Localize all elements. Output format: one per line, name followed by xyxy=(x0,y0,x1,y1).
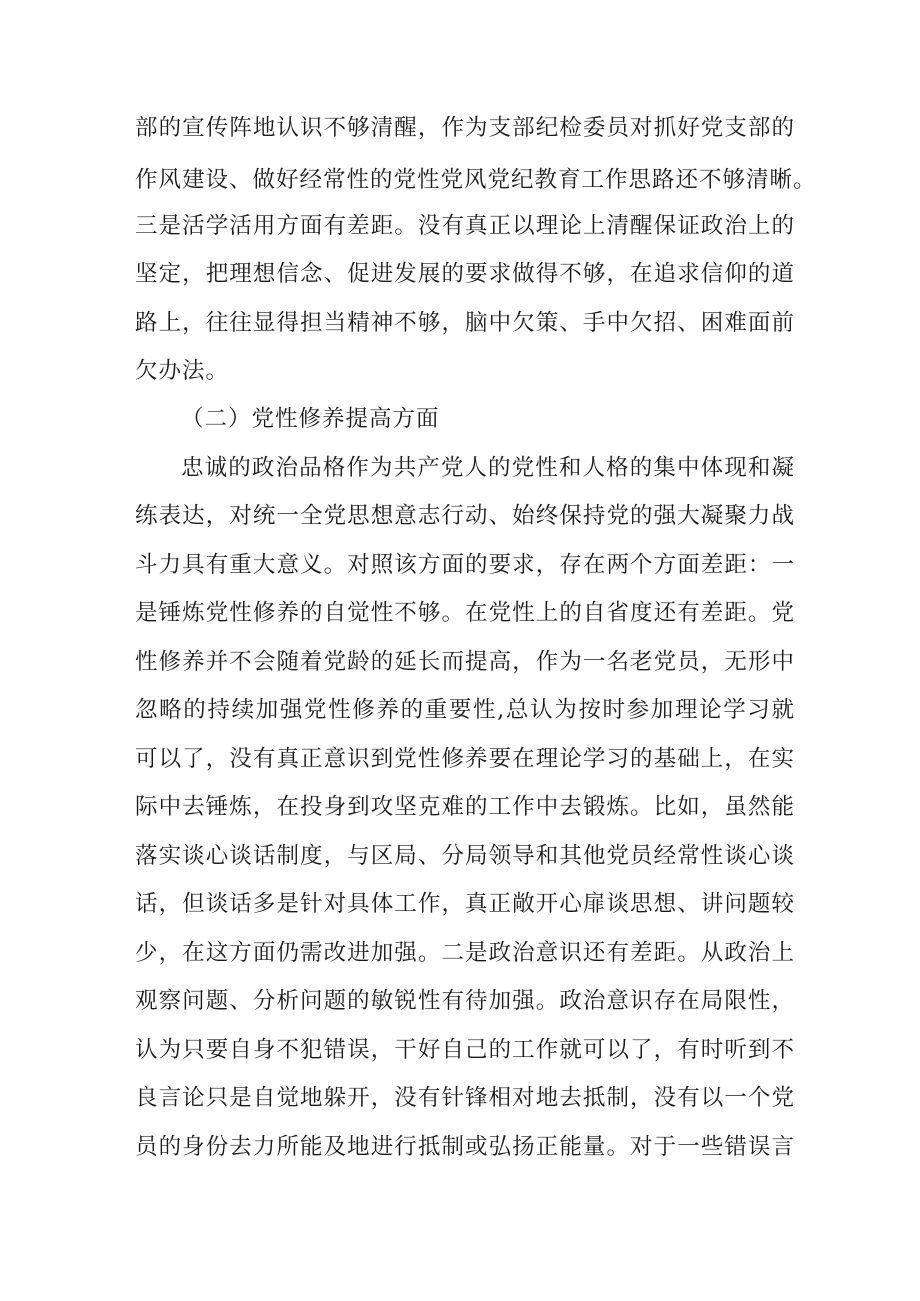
paragraph-2-line-7: 可以了，没有真正意识到党性修养要在理论学习的基础上，在实 xyxy=(135,746,795,772)
paragraph-1-line-5: 路上，往往显得担当精神不够，脑中欠策、手中欠招、困难面前 xyxy=(135,310,795,336)
paragraph-1-line-1: 部的宣传阵地认识不够清醒，作为支部纪检委员对抓好党支部的 xyxy=(135,115,795,141)
paragraph-2-line-12: 观察问题、分析问题的敏锐性有待加强。政治意识存在局限性， xyxy=(135,988,795,1014)
paragraph-2-line-2: 练表达，对统一全党思想意志行动、始终保持党的强大凝聚力战 xyxy=(135,503,795,529)
paragraph-2-line-5: 性修养并不会随着党龄的延长而提高，作为一名老党员，无形中 xyxy=(135,649,795,675)
paragraph-2-line-11: 少，在这方面仍需改进加强。二是政治意识还有差距。从政治上 xyxy=(135,940,795,966)
paragraph-2-line-1: 忠诚的政治品格作为共产党人的党性和人格的集中体现和凝 xyxy=(181,455,795,481)
paragraph-1-line-2: 作风建设、做好经常性的党性党风党纪教育工作思路还不够清晰。 xyxy=(135,167,817,193)
paragraph-1-line-4: 坚定，把理想信念、促进发展的要求做得不够，在追求信仰的道 xyxy=(135,261,795,287)
section-heading: （二）党性修养提高方面 xyxy=(181,406,440,432)
paragraph-2-line-6: 忽略的持续加强党性修养的重要性,总认为按时参加理论学习就 xyxy=(135,697,795,723)
paragraph-2-line-15: 员的身份去力所能及地进行抵制或弘扬正能量。对于一些错误言 xyxy=(135,1134,795,1160)
paragraph-1-line-6: 欠办法。 xyxy=(135,358,230,384)
paragraph-2-line-3: 斗力具有重大意义。对照该方面的要求，存在两个方面差距：一 xyxy=(135,552,795,578)
paragraph-1-line-3: 三是活学活用方面有差距。没有真正以理论上清醒保证政治上的 xyxy=(135,213,795,239)
paragraph-2-line-4: 是锤炼党性修养的自觉性不够。在党性上的自省度还有差距。党 xyxy=(135,600,795,626)
paragraph-2-line-8: 际中去锤炼，在投身到攻坚克难的工作中去锻炼。比如，虽然能 xyxy=(135,794,795,820)
paragraph-2-line-9: 落实谈心谈话制度，与区局、分局领导和其他党员经常性谈心谈 xyxy=(135,843,795,869)
paragraph-2-line-13: 认为只要自身不犯错误，干好自己的工作就可以了，有时听到不 xyxy=(135,1037,795,1063)
paragraph-2-line-10: 话，但谈话多是针对具体工作，真正敞开心扉谈思想、讲问题较 xyxy=(135,891,795,917)
paragraph-2-line-14: 良言论只是自觉地躲开，没有针锋相对地去抵制，没有以一个党 xyxy=(135,1085,795,1111)
